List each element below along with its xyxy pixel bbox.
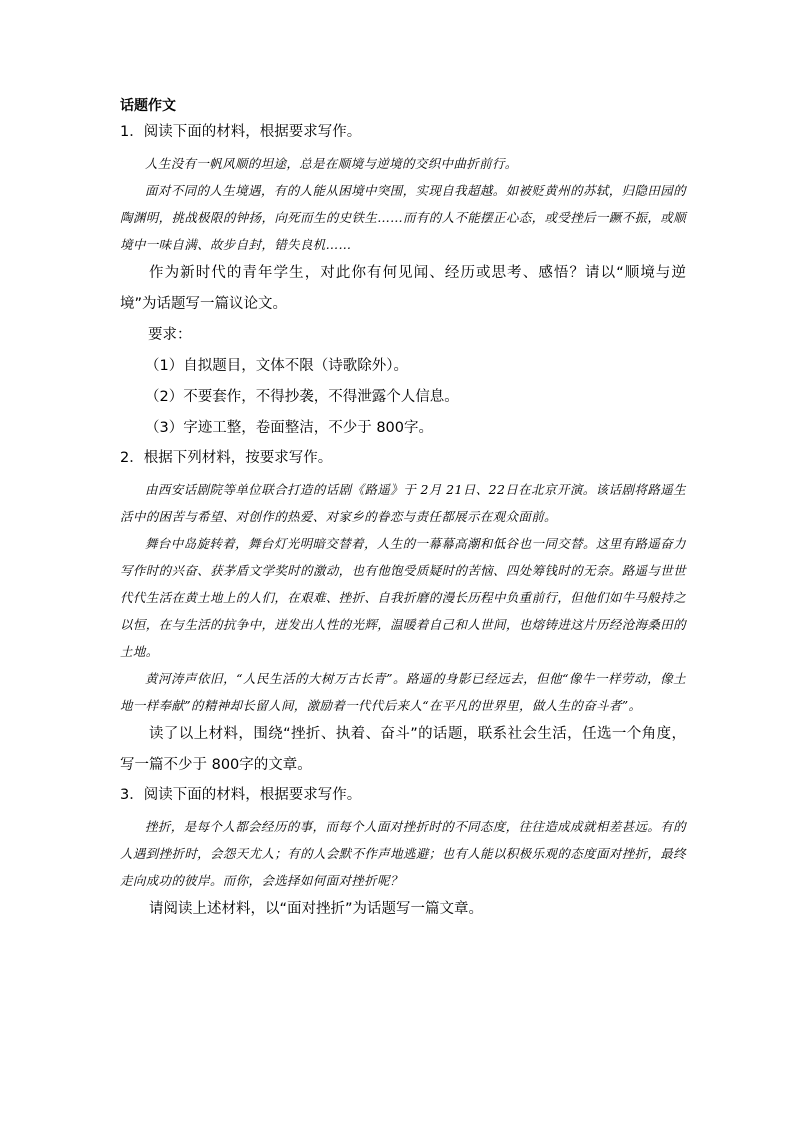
question-1-material-paragraph: 人生没有一帆风顺的坦途，总是在顺境与逆境的交织中曲折前行。: [145, 156, 518, 171]
question-3-prompt: 请阅读上述材料，以“面对挫折”为话题写一篇文章。: [149, 901, 484, 917]
question-2-material-paragraph: 黄河涛声依旧，“人民生活的大树万古长青”。路遥的身影已经远去，但他“像牛一样劳动，像土地一样奉献”的精神却长留人间，激励着一代代后来人“在平凡的世界里，做人生的奋斗者”。: [120, 671, 686, 713]
question-1-requirements-heading: 要求：: [148, 327, 192, 343]
question-1-material-paragraph: 面对不同的人生境遇，有的人能从困境中突围，实现自我超越。如被贬黄州的苏轼，归隐田园的陶渊明，挑战极限的钟扬，向死而生的史铁生……而有的人不能摆正心态，或受挫后一蹶不振，或顺境中一味自满、故步自封，错失良机……: [120, 183, 686, 252]
question-1-requirement: （1）自拟题目，文体不限（诗歌除外）。: [145, 358, 408, 374]
question-1-requirement: （2）不要套作，不得抄袭，不得泄露个人信息。: [145, 389, 459, 405]
question-3-material-paragraph: 挫折，是每个人都会经历的事，而每个人面对挫折时的不同态度，往往造成成就相差甚远。有的人遇到挫折时，会怨天尤人；有的人会默不作声地逃避；也有人能以积极乐观的态度面对挫折，最终走向成功的彼岸。而你，会选择如何面对挫折呢？: [120, 819, 686, 888]
document-page: [120, 96, 686, 925]
question-1-title: 1．阅读下面的材料，根据要求写作。: [120, 124, 362, 140]
question-3-title: 3．阅读下面的材料，根据要求写作。: [120, 787, 362, 803]
question-2-material-paragraph: 舞台中岛旋转着，舞台灯光明暗交替着，人生的一幕幕高潮和低谷也一同交替。这里有路遥奋力写作时的兴奋、获茅盾文学奖时的激动，也有他饱受质疑时的苦恼、四处筹钱时的无奈。路遥与世世代代生活在黄土地上的人们，在艰难、挫折、自我折磨的漫长历程中负重前行，但他们如牛马般持之以恒，在与生活的抗争中，迸发出人性的光辉，温暖着自己和人世间，也熔铸进这片历经沧海桑田的土地。: [120, 536, 686, 659]
question-2-title: 2．根据下列材料，按要求写作。: [120, 450, 333, 466]
question-2-prompt: 读了以上材料，围绕“挫折、执着、奋斗”的话题，联系社会生活，任选一个角度，写一篇不少于 800字的文章。: [120, 726, 686, 773]
section-title: 话题作文: [120, 98, 176, 114]
question-1-prompt: 作为新时代的青年学生，对此你有何见闻、经历或思考、感悟？请以“顺境与逆境”为话题写一篇议论文。: [120, 265, 686, 312]
question-1-requirement: （3）字迹工整，卷面整洁，不少于 800字。: [145, 420, 434, 436]
question-2-material-paragraph: 由西安话剧院等单位联合打造的话剧《路遥》于 2月 21日、22日在北京开演。该话剧将路遥生活中的困苦与希望、对创作的热爱、对家乡的眷恋与责任都展示在观众面前。: [120, 482, 686, 524]
